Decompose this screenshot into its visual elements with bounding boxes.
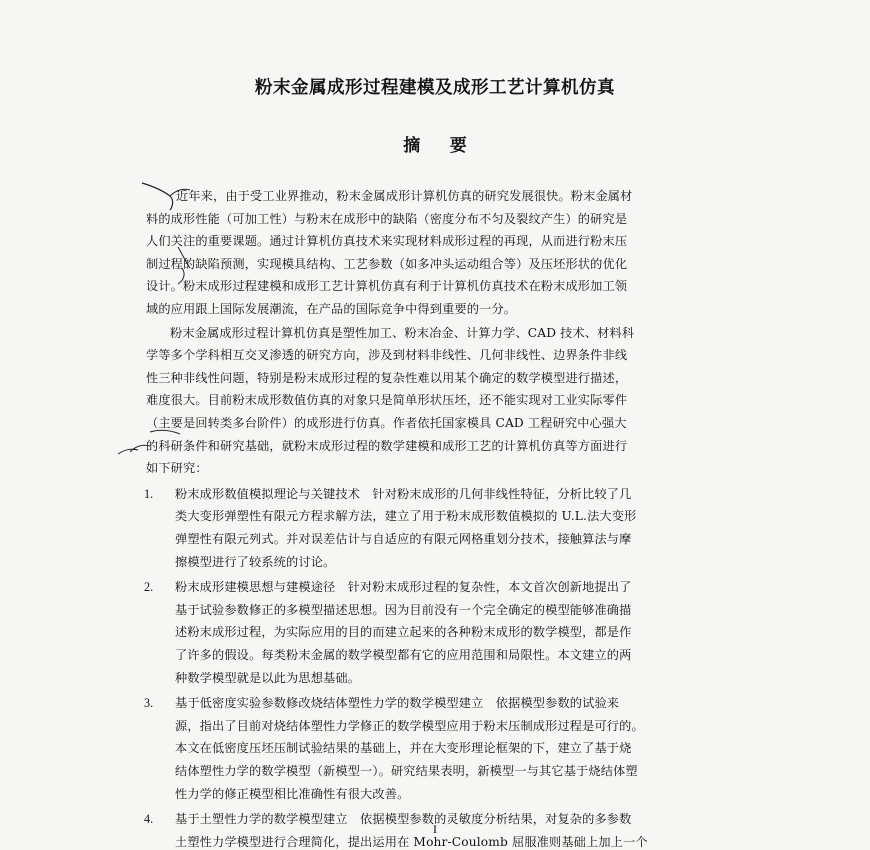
list-item-line: 本文在低密度压坯压制试验结果的基础上，并在大变形理论框架的下，建立了基于烧 bbox=[175, 741, 632, 756]
body-line: 学等多个学科相互交叉渗透的研究方向，涉及到材料非线性、几何非线性、边界条件非线 bbox=[146, 348, 628, 363]
list-item-line: 了许多的假设。每类粉末金属的数学模型都有它的应用范围和局限性。本文建立的两 bbox=[175, 648, 632, 662]
list-number: 1. bbox=[144, 486, 154, 501]
list-number: 3. bbox=[144, 696, 154, 711]
intro-line: 近年来，由于受工业界推动，粉末金属成形计算机仿真的研究发展很快。粉末金属材 bbox=[176, 189, 633, 203]
intro-line: 人们关注的重要课题。通过计算机仿真技术来实现材料成形过程的再现，从而进行粉末压 bbox=[146, 234, 628, 249]
intro-line: 设计。粉末成形过程建模和成形工艺计算机仿真有利于计算机仿真技术在粉末成形加工领 bbox=[146, 279, 628, 294]
list-item-line: 粉末成形建模思想与建模途径 针对粉末成形过程的复杂性，本文首次创新地提出了 bbox=[175, 580, 632, 595]
list-item-line: 性力学的修正模型相比准确性有很大改善。 bbox=[175, 786, 410, 801]
list-item-line: 结体塑性力学的数学模型（新模型一）。研究结果表明，新模型一与其它基于烧结体塑 bbox=[175, 764, 638, 778]
body-line: 如下研究： bbox=[146, 461, 208, 476]
list-item-line: 述粉末成形过程，为实际应用的目的而建立起来的各种粉末成形的数学模型，都是作 bbox=[175, 625, 632, 640]
list-item-line: 土塑性力学模型进行合理简化，提出运用在 Mohr-Coulomb 屈服准则基础上加上一个 bbox=[175, 834, 648, 849]
abstract-heading: 摘 要 bbox=[403, 136, 467, 156]
list-item-line: 基于土塑性力学的数学模型建立 依据模型参数的灵敏度分析结果，对复杂的多参数 bbox=[175, 812, 632, 827]
list-number: 4. bbox=[144, 812, 154, 827]
intro-line: 域的应用跟上国际发展潮流，在产品的国际竞争中得到重要的一分。 bbox=[146, 302, 517, 316]
body-line: （主要是回转类多台阶件）的成形进行仿真。作者依托国家模具 CAD 工程研究中心强大 bbox=[146, 416, 627, 430]
body-line: 难度很大。目前粉末成形数值仿真的对象只是简单形状压坯，还不能实现对工业实际零件 bbox=[146, 393, 628, 408]
body-line: 粉末金属成形过程计算机仿真是塑性加工、粉末冶金、计算力学、CAD 技术、材料科 bbox=[170, 325, 635, 340]
paper-title: 粉末金属成形过程建模及成形工艺计算机仿真 bbox=[255, 78, 615, 98]
list-item-line: 类大变形弹塑性有限元方程求解方法，建立了用于粉末成形数值模拟的 U.L.法大变形 bbox=[175, 509, 637, 524]
list-item-line: 擦模型进行了较系统的讨论。 bbox=[175, 554, 336, 569]
list-item-line: 基于试验参数修正的多模型描述思想。因为目前没有一个完全确定的模型能够准确描 bbox=[175, 602, 632, 617]
intro-line: 制过程的缺陷预测，实现模具结构、工艺参数（如多冲头运动组合等）及压坯形状的优化 bbox=[146, 256, 628, 271]
body-line: 的科研条件和研究基础，就粉末成形过程的数学建模和成形工艺的计算机仿真等方面进行 bbox=[146, 438, 628, 453]
list-item-line: 种数学模型就是以此为思想基础。 bbox=[175, 670, 361, 685]
body-line: 性三种非线性问题，特别是粉末成形过程的复杂性难以用某个确定的数学模型进行描述， bbox=[146, 370, 628, 385]
page-number: I bbox=[433, 822, 437, 836]
list-item-line: 粉末成形数值模拟理论与关键技术 针对粉末成形的几何非线性特征，分析比较了几 bbox=[175, 486, 632, 501]
list-item-line: 基于低密度实验参数修改烧结体塑性力学的数学模型建立 依据模型参数的试验来 bbox=[175, 696, 620, 711]
intro-line: 料的成形性能（可加工性）与粉末在成形中的缺陷（密度分布不匀及裂纹产生）的研究是 bbox=[146, 211, 628, 226]
list-item-line: 弹塑性有限元列式。并对误差估计与自适应的有限元网格重划分技术，接触算法与摩 bbox=[175, 532, 632, 546]
list-item-line: 源，指出了目前对烧结体塑性力学修正的数学模型应用于粉末压制成形过程是可行的。 bbox=[175, 718, 644, 733]
list-number: 2. bbox=[144, 580, 154, 595]
